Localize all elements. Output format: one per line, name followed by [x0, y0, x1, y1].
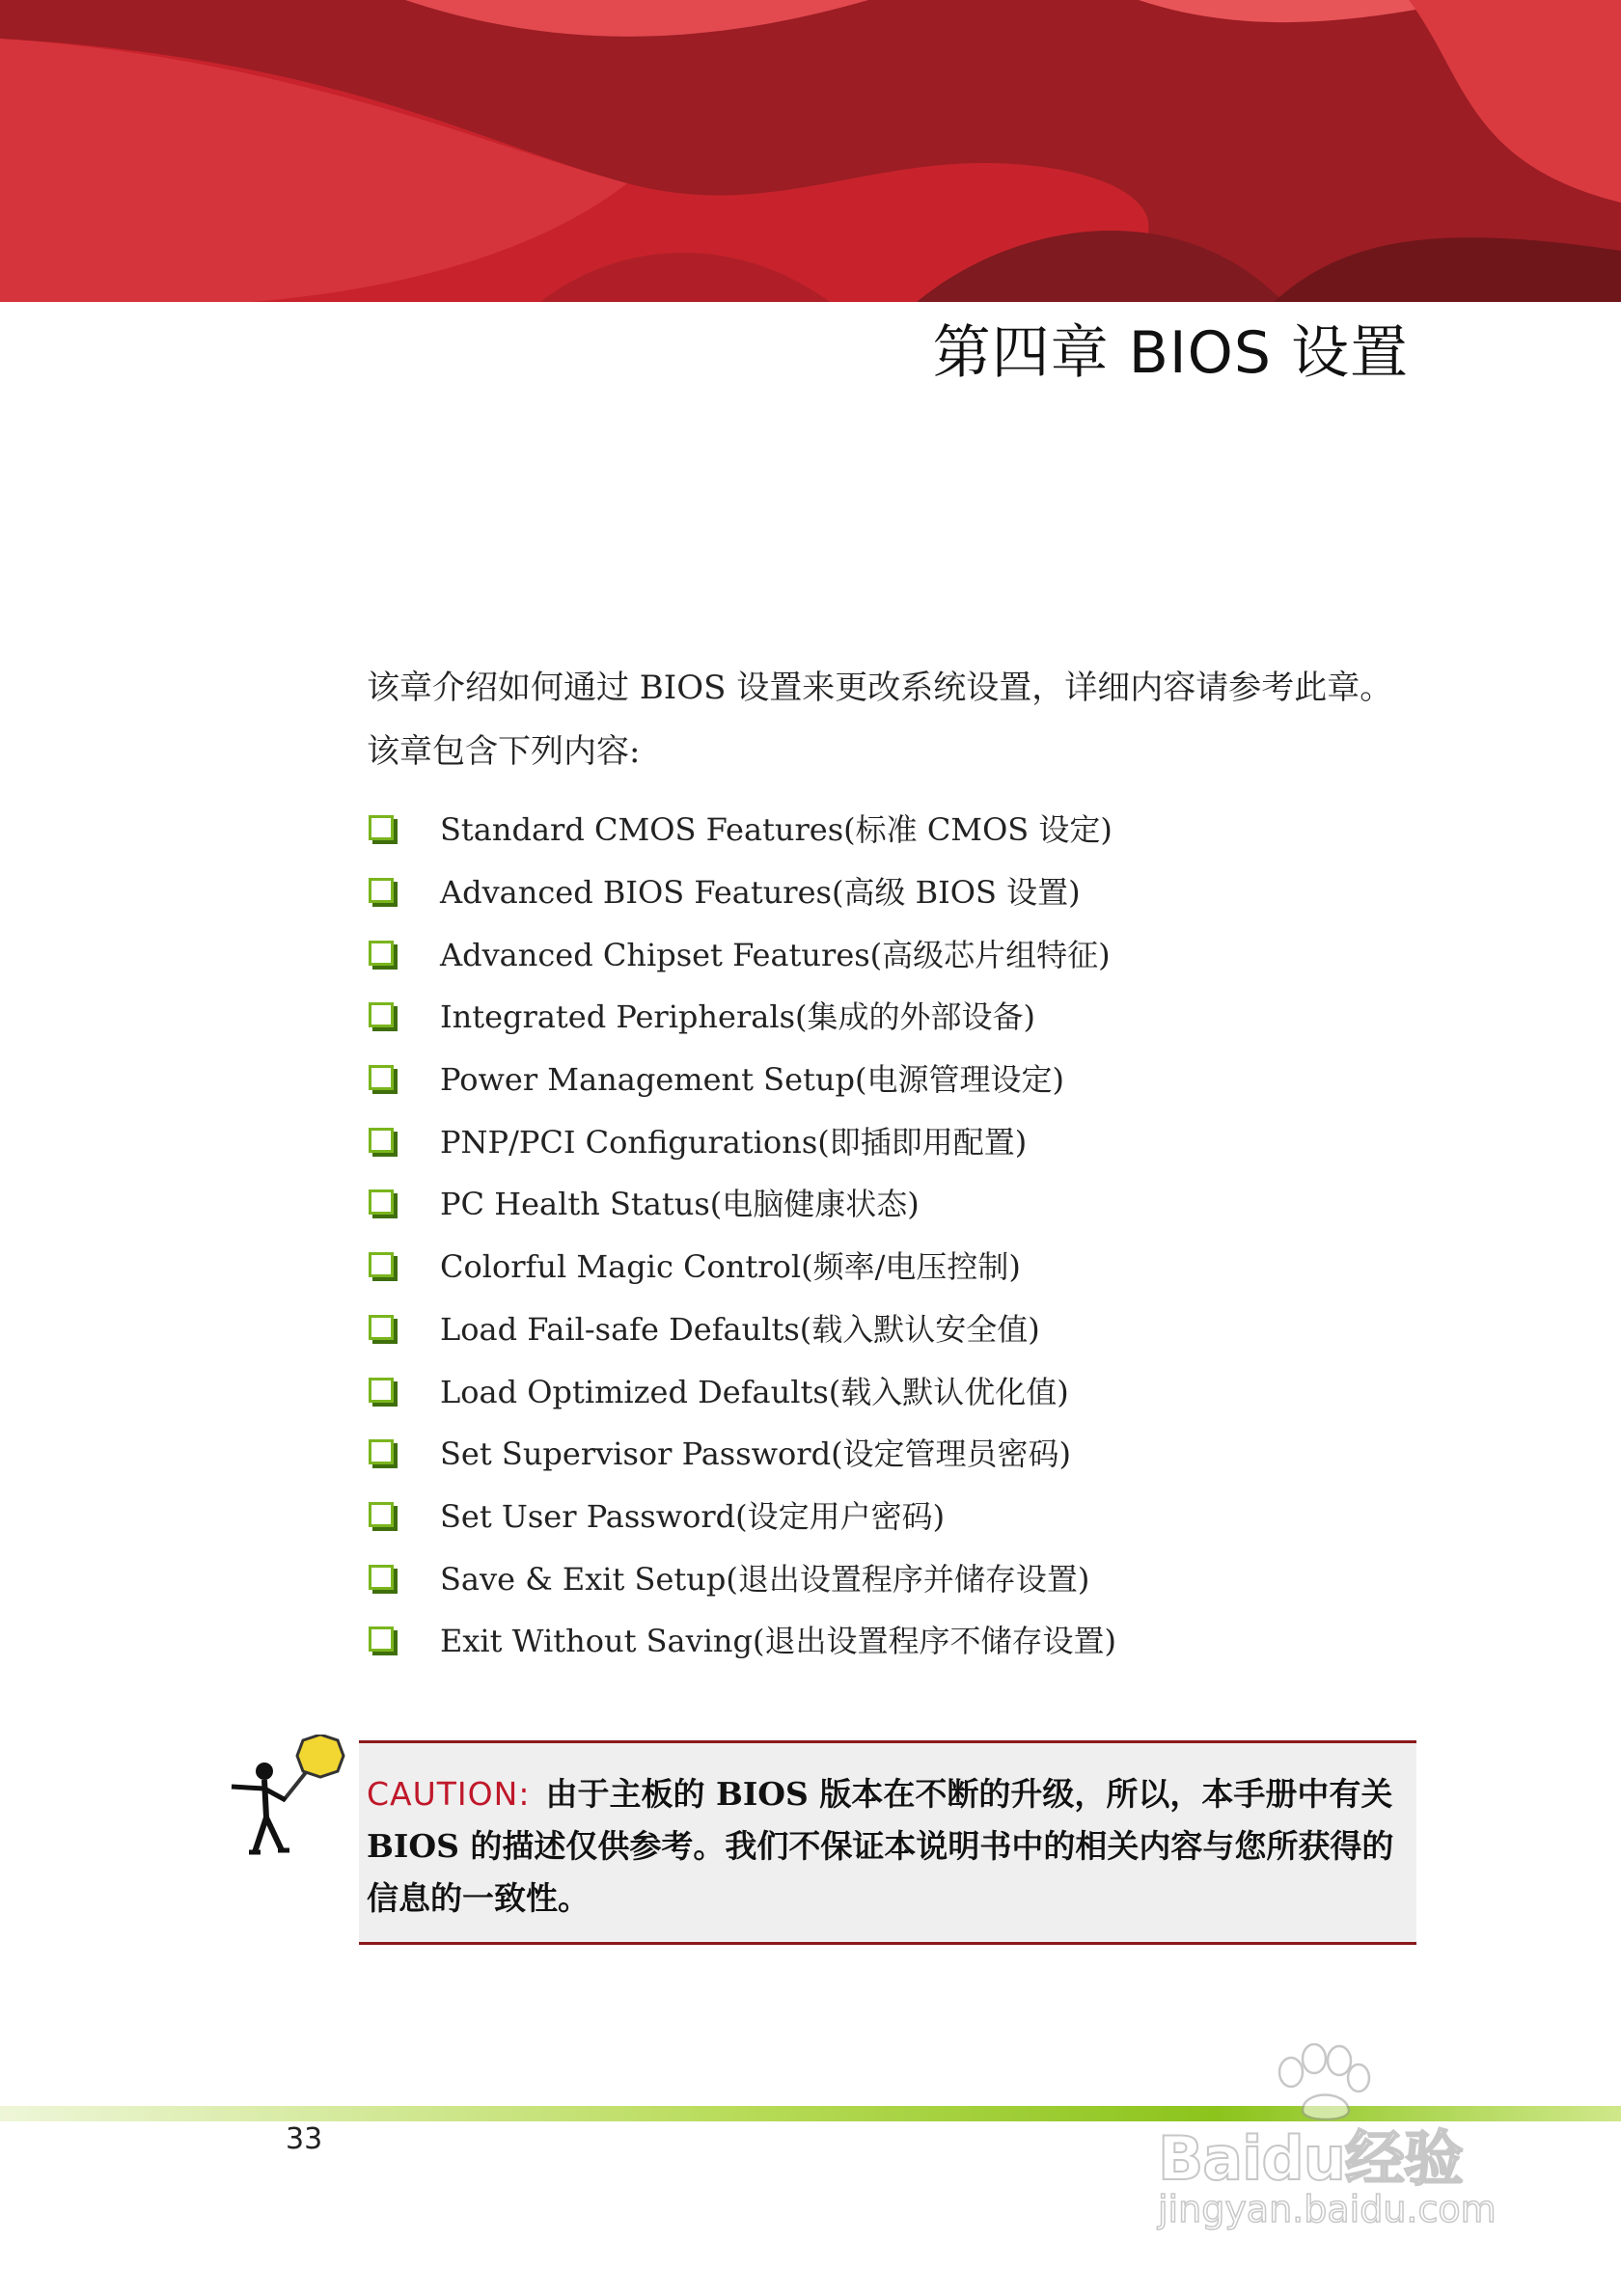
checkbox-bullet-icon	[369, 878, 394, 903]
topic-item	[367, 1608, 1418, 1671]
topic-label: PNP/PCI Configurations(即插即用配置)	[440, 1123, 1028, 1161]
paw-logo-icon	[1254, 2043, 1389, 2120]
checkbox-bullet-icon	[369, 1252, 394, 1277]
topic-label: Load Optimized Defaults(载入默认优化值)	[440, 1373, 1069, 1410]
topic-item	[367, 797, 1418, 860]
topic-item	[367, 1358, 1418, 1421]
topic-label: Exit Without Saving(退出设置程序不储存设置)	[440, 1623, 1116, 1660]
topic-item	[367, 1421, 1418, 1484]
checkbox-bullet-icon	[369, 815, 394, 840]
intro-paragraph: 该章介绍如何通过 BIOS 设置来更改系统设置，详细内容请参考此章。	[367, 669, 1393, 707]
checkbox-bullet-icon	[369, 1502, 394, 1527]
page-number: 33	[286, 2122, 323, 2156]
checkbox-bullet-icon	[369, 1189, 394, 1215]
checkbox-bullet-icon	[369, 1378, 394, 1403]
topic-label: Power Management Setup(电源管理设定)	[440, 1061, 1064, 1099]
caution-figure-icon	[228, 1735, 363, 1860]
topic-item	[367, 1171, 1418, 1234]
caution-box	[359, 1740, 1416, 1945]
topic-item	[367, 984, 1418, 1047]
topic-label: Set Supervisor Password(设定管理员密码)	[440, 1435, 1072, 1473]
topic-label: Save & Exit Setup(退出设置程序并储存设置)	[440, 1560, 1090, 1598]
baidu-watermark	[1148, 2043, 1534, 2236]
topic-label: Standard CMOS Features(标准 CMOS 设定)	[440, 811, 1113, 849]
checkbox-bullet-icon	[369, 1002, 394, 1027]
topic-item	[367, 1484, 1418, 1546]
caution-label: CAUTION:	[367, 1775, 531, 1813]
checkbox-bullet-icon	[369, 1626, 394, 1652]
caution-paragraph	[367, 1768, 1409, 1925]
chapter-title: 第四章 BIOS 设置	[932, 319, 1409, 387]
watermark-url: jingyan.baidu.com	[1158, 2188, 1497, 2230]
topic-label: Integrated Peripherals(集成的外部设备)	[440, 998, 1035, 1036]
caution-text: 由于主板的 BIOS 版本在不断的升级，所以，本手册中有关 BIOS 的描述仅供参考。我们不保证本说明书中的相关内容与您所获得的信息的一致性。	[367, 1775, 1394, 1917]
checkbox-bullet-icon	[369, 1565, 394, 1590]
topic-label: Advanced BIOS Features(高级 BIOS 设置)	[440, 874, 1081, 912]
topic-label: Advanced Chipset Features(高级芯片组特征)	[440, 936, 1111, 973]
topic-label: Colorful Magic Control(频率/电压控制)	[440, 1248, 1021, 1286]
topic-item	[367, 921, 1418, 984]
header-banner	[0, 0, 1621, 302]
topic-item	[367, 860, 1418, 922]
topic-item	[367, 1545, 1418, 1608]
topic-list	[367, 797, 1418, 1671]
checkbox-bullet-icon	[369, 1315, 394, 1340]
topic-label: PC Health Status(电脑健康状态)	[440, 1186, 920, 1223]
checkbox-bullet-icon	[369, 1065, 394, 1090]
checkbox-bullet-icon	[369, 941, 394, 966]
topic-label: Load Fail-safe Defaults(载入默认安全值)	[440, 1310, 1040, 1348]
topic-item	[367, 1108, 1418, 1171]
main-content	[367, 664, 1418, 1671]
topics-lead: 该章包含下列内容:	[367, 732, 641, 771]
topic-item	[367, 1297, 1418, 1359]
topic-item	[367, 1047, 1418, 1109]
topic-label: Set User Password(设定用户密码)	[440, 1497, 946, 1535]
checkbox-bullet-icon	[369, 1439, 394, 1464]
checkbox-bullet-icon	[369, 1128, 394, 1153]
topic-item	[367, 1234, 1418, 1297]
watermark-logo: Baidu经验	[1158, 2123, 1463, 2194]
